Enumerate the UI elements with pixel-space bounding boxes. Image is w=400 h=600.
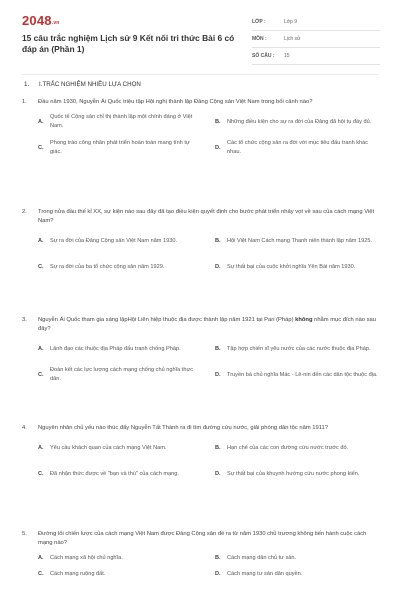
site-logo[interactable]	[22, 13, 60, 28]
answer-option-d[interactable]	[215, 462, 378, 486]
question-text	[22, 208, 378, 226]
answer-grid	[38, 110, 378, 160]
section-number: 1.	[24, 81, 30, 88]
question-number: 1.	[22, 99, 27, 105]
answer-letter: B.	[215, 444, 221, 451]
answer-option-a[interactable]	[38, 229, 201, 253]
question-body: Nguyên nhân chủ yếu nào thúc đẩy Nguyễn Tất Thành ra đi tìm đường cứu nước, giải phóng dân tộc năm 1911?	[38, 425, 328, 431]
answer-letter: C.	[38, 371, 44, 378]
question-3	[22, 316, 378, 387]
answer-letter: A.	[38, 345, 44, 352]
answer-letter: A.	[38, 118, 44, 125]
question-number: 2.	[22, 209, 27, 215]
meta-value: Lớp 9	[284, 19, 298, 25]
question-number: 4.	[22, 425, 27, 431]
answer-option-c[interactable]	[38, 136, 201, 160]
answer-letter: D.	[215, 144, 221, 151]
answer-letter: C.	[38, 470, 44, 477]
answer-text: Các tổ chức cộng sản ra đời với mục tiêu đấu tranh khác nhau.	[227, 140, 369, 155]
question-5	[22, 530, 378, 581]
answer-text: Hạn chế của các con đường cứu nước trước đó.	[227, 444, 349, 451]
question-text	[22, 530, 378, 548]
question-text-after: nhằm mục đích nào sau đây?	[38, 317, 376, 332]
answer-option-b[interactable]	[215, 337, 378, 361]
answer-option-c[interactable]	[38, 255, 201, 279]
answer-text: Sự thất bại của cuộc khởi nghĩa Yên Bái năm 1930.	[227, 263, 356, 270]
question-body: Đường lối chiến lược của cách mạng Việt Nam được Đảng Cộng sản đề ra từ năm 1930 chủ trương không tiến hành cuộc cách mạng nào?	[38, 531, 367, 546]
meta-value: 15	[284, 53, 290, 59]
answer-option-d[interactable]	[215, 136, 378, 160]
answer-text: Phong trào công nhân phát triển hoàn toàn mang tính tự giác.	[50, 140, 190, 155]
answer-letter: D.	[215, 570, 221, 577]
answer-grid	[38, 337, 378, 387]
question-number: 3.	[22, 317, 27, 323]
meta-row-class	[252, 14, 380, 31]
answer-letter: D.	[215, 470, 221, 477]
answer-letter: A.	[38, 554, 44, 561]
answer-text: Yêu cầu khách quan của cách mạng Việt Nam.	[50, 444, 167, 451]
question-number: 5.	[22, 531, 27, 537]
answer-option-d[interactable]	[215, 255, 378, 279]
answer-text: Tập hợp chiến sĩ yêu nước của các nước thuộc địa Pháp.	[227, 345, 371, 352]
answer-text: Đã nhận thức được về "bạn và thù" của cách mạng.	[50, 470, 179, 477]
question-text-before: Nguyễn Ái Quốc tham gia sáng lậpHội Liên hiệp thuộc địa được thành lập năm 1921 tại Pari (Pháp)	[38, 317, 296, 323]
header-divider	[22, 74, 378, 75]
answer-letter: C.	[38, 570, 44, 577]
page-title: 15 câu trắc nghiệm Lịch sử 9 Kết nối tri thức Bài 6 có đáp án (Phần 1)	[22, 33, 235, 54]
answer-option-c[interactable]	[38, 363, 201, 387]
question-text	[22, 424, 378, 433]
question-2	[22, 208, 378, 279]
meta-key: LỚP :	[252, 19, 266, 25]
answer-option-a[interactable]	[38, 551, 201, 565]
answer-letter: C.	[38, 144, 44, 151]
answer-option-d[interactable]	[215, 363, 378, 387]
answer-option-a[interactable]	[38, 337, 201, 361]
question-body: Trong nửa đầu thế kỉ XX, sự kiện nào sau đây đã tạo điều kiện quyết định cho bước phát triển nhảy vọt về sau của cách mạng Việt Nam?	[38, 209, 375, 224]
question-4	[22, 424, 378, 486]
answer-text: Sự thất bại của khuynh hướng cứu nước phong kiến.	[227, 470, 360, 477]
answer-option-b[interactable]	[215, 229, 378, 253]
answer-letter: A.	[38, 237, 44, 244]
answer-text: Đoàn kết các lực lượng cách mạng chống chủ nghĩa thực dân.	[50, 367, 194, 382]
answer-text: Những điều kiện cho sự ra đời của Đảng đã hội tụ đầy đủ.	[227, 118, 372, 125]
meta-row-count	[252, 48, 380, 65]
meta-key: SỐ CÂU :	[252, 53, 275, 59]
answer-option-b[interactable]	[215, 551, 378, 565]
answer-text: Cách mạng dân chủ tư sản.	[227, 554, 297, 561]
answer-text: Sự ra đời của ba tổ chức cộng sản năm 1929.	[50, 263, 165, 270]
answer-option-c[interactable]	[38, 462, 201, 486]
meta-key: MÔN :	[252, 36, 267, 42]
question-text	[22, 98, 378, 107]
answer-letter: D.	[215, 263, 221, 270]
meta-table	[252, 14, 380, 65]
answer-option-a[interactable]	[38, 110, 201, 134]
question-1	[22, 98, 378, 160]
answer-letter: D.	[215, 371, 221, 378]
answer-text: Cách mạng tư sản dân quyền.	[227, 570, 303, 577]
question-text	[22, 316, 378, 334]
meta-row-subject	[252, 31, 380, 48]
answer-text: Sự ra đời của Đảng Cộng sản Việt Nam năm 1930.	[50, 237, 178, 244]
answer-text: Lãnh đạo các thuộc địa Pháp đấu tranh chống Pháp.	[50, 345, 181, 352]
section-title: I.TRẮC NGHIỆM NHIỀU LỰA CHỌN	[39, 81, 141, 88]
answer-letter: C.	[38, 263, 44, 270]
answer-grid	[38, 229, 378, 279]
answer-text: Cách mạng xã hội chủ nghĩa.	[50, 554, 123, 561]
answer-option-c[interactable]	[38, 567, 201, 581]
answer-text: Quốc tế Cộng sản chỉ thị thành lập một chính đảng ở Việt Nam.	[50, 114, 193, 129]
logo-text: 2048	[22, 13, 52, 28]
answer-option-d[interactable]	[215, 567, 378, 581]
logo-suffix: .vn	[51, 20, 60, 26]
answer-letter: A.	[38, 444, 44, 451]
answer-option-b[interactable]	[215, 110, 378, 134]
question-body	[38, 316, 378, 334]
answer-letter: B.	[215, 554, 221, 561]
answer-text: Truyền bá chủ nghĩa Mác - Lê-nin đến các dân tộc thuộc địa.	[227, 371, 378, 378]
answer-grid	[38, 551, 378, 581]
question-body: Đầu năm 1930, Nguyễn Ái Quốc triệu tập Hội nghị thành lập Đảng Cộng sản Việt Nam trong bối cảnh nào?	[38, 99, 313, 105]
answer-letter: B.	[215, 118, 221, 125]
answer-letter: B.	[215, 345, 221, 352]
answer-text: Hội Việt Nam Cách mạng Thanh niên thành lập năm 1925.	[227, 237, 373, 244]
answer-grid	[38, 436, 378, 486]
section-heading	[24, 80, 141, 89]
answer-option-b[interactable]	[215, 436, 378, 460]
answer-letter: B.	[215, 237, 221, 244]
meta-value: Lịch sử	[284, 36, 301, 42]
question-text-emphasis: không	[295, 317, 313, 323]
answer-text: Cách mạng ruộng đất.	[50, 570, 106, 577]
answer-option-a[interactable]	[38, 436, 201, 460]
